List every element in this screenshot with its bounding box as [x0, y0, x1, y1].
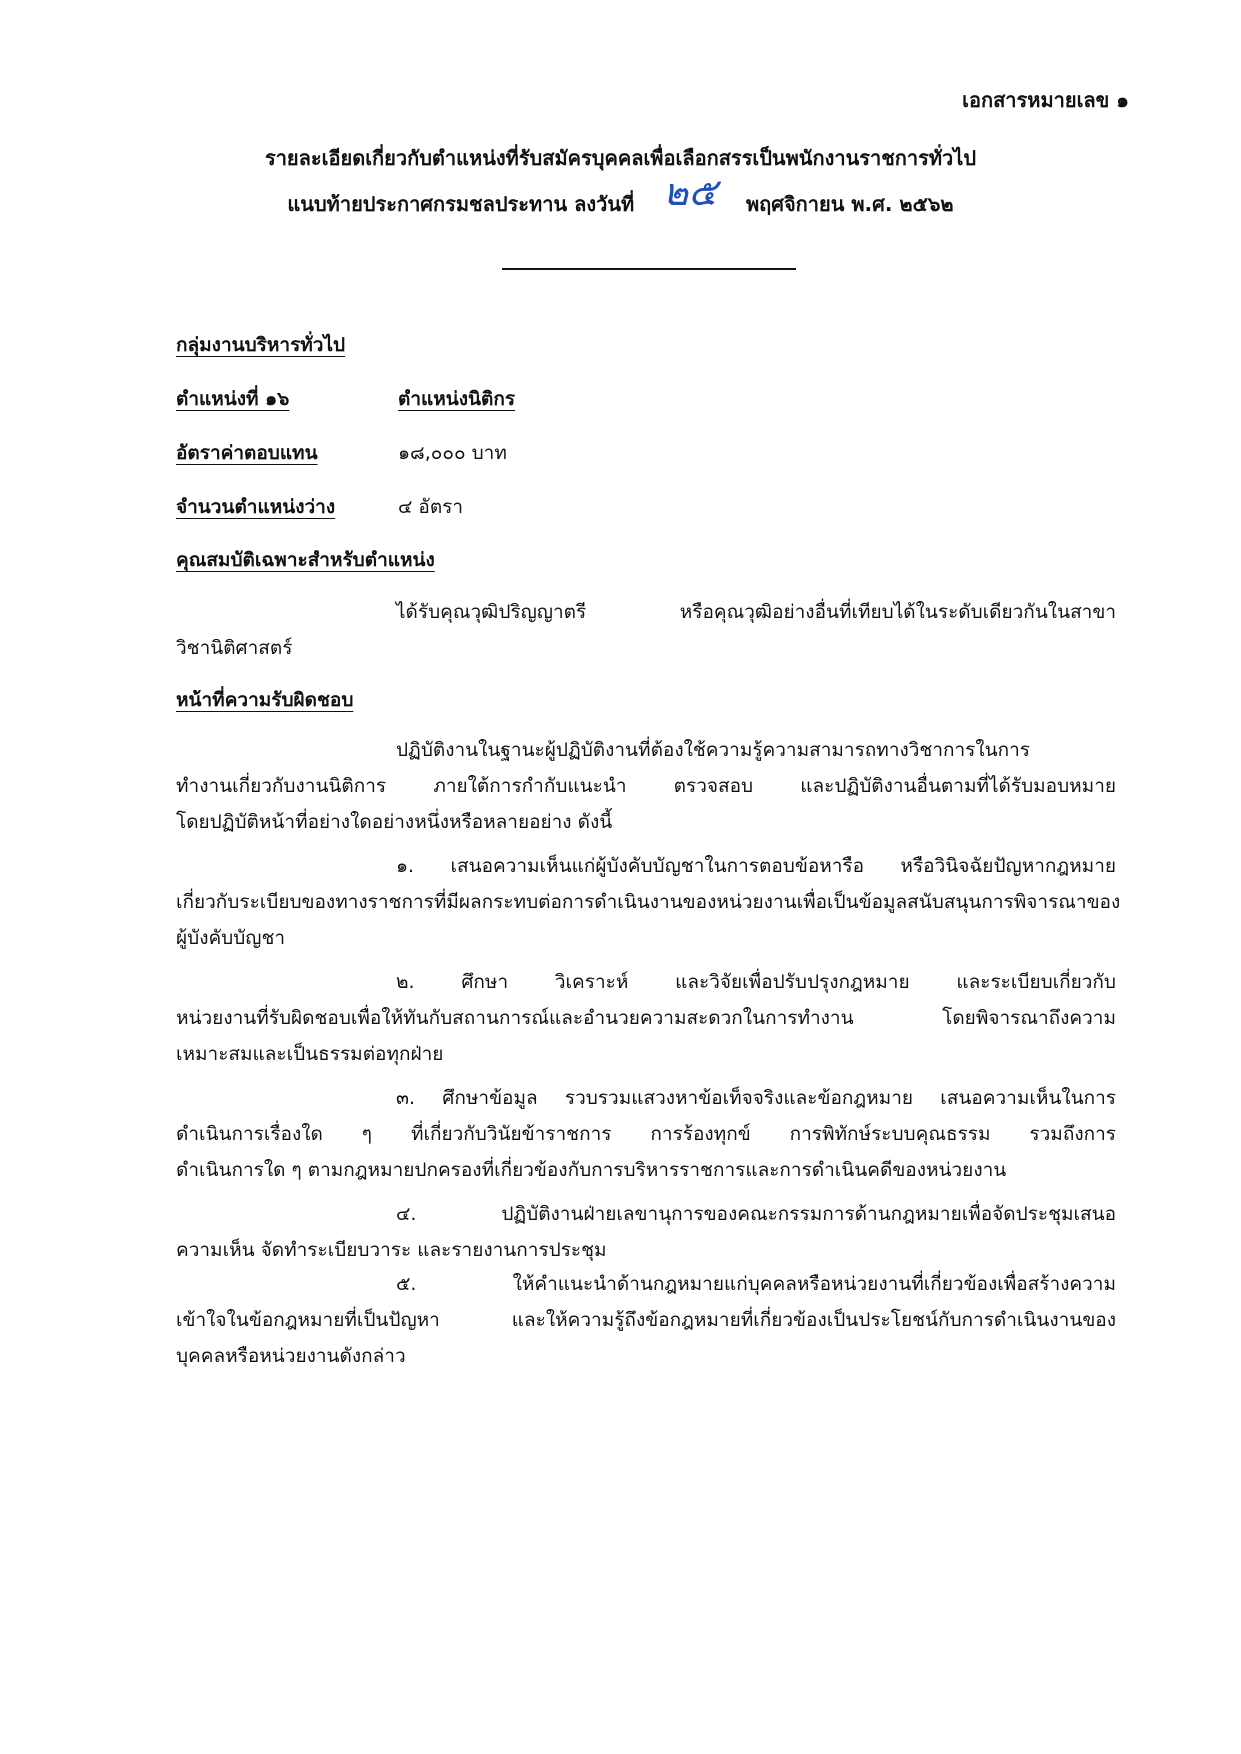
- paragraph-line: ทำงานเกี่ยวกับงานนิติการ ภายใต้การกำกับแนะนำ ตรวจสอบ และปฏิบัติงานอื่นตามที่ได้รับมอบหมาย: [176, 775, 1116, 797]
- duty-item-2: [176, 964, 1116, 1072]
- paragraph-line: ๒. ศึกษา วิเคราะห์ และวิจัยเพื่อปรับปรุงกฎหมาย และระเบียบเกี่ยวกับ: [396, 971, 1116, 993]
- paragraph-line: ดำเนินการเรื่องใด ๆ ที่เกี่ยวกับวินัยข้าราชการ การร้องทุกข์ การพิทักษ์ระบบคุณธรรม รวมถึงการ: [176, 1123, 1116, 1145]
- announcement-date-suffix: พฤศจิกายน พ.ศ. ๒๕๖๒: [745, 192, 954, 216]
- paragraph-line: เหมาะสมและเป็นธรรมต่อทุกฝ่าย: [176, 1043, 444, 1065]
- group-heading: กลุ่มงานบริหารทั่วไป: [176, 334, 346, 356]
- vacancy-value: ๔ อัตรา: [398, 496, 464, 518]
- paragraph-line: ความเห็น จัดทำระเบียบวาระ และรายงานการประชุม: [176, 1239, 607, 1261]
- pay-rate-label: อัตราค่าตอบแทน: [176, 442, 318, 464]
- title-divider: [502, 268, 796, 270]
- paragraph-line: ๑. เสนอความเห็นแก่ผู้บังคับบัญชาในการตอบข้อหารือ หรือวินิจฉัยปัญหากฎหมาย: [396, 855, 1116, 877]
- paragraph-line: บุคคลหรือหน่วยงานดังกล่าว: [176, 1345, 406, 1367]
- paragraph-line: ปฏิบัติงานในฐานะผู้ปฏิบัติงานที่ต้องใช้ความรู้ความสามารถทางวิชาการในการ: [396, 739, 1031, 761]
- paragraph-line: โดยปฏิบัติหน้าที่อย่างใดอย่างหนึ่งหรือหลายอย่าง ดังนี้: [176, 811, 613, 833]
- duty-item-4: [176, 1196, 1116, 1268]
- duties-intro-paragraph: [176, 732, 1116, 840]
- duty-item-5: [176, 1266, 1116, 1374]
- vacancy-label: จำนวนตำแหน่งว่าง: [176, 496, 336, 518]
- paragraph-line: ดำเนินการใด ๆ ตามกฎหมายปกครองที่เกี่ยวข้องกับการบริหารราชการและการดำเนินคดีของหน่วยงาน: [176, 1159, 1007, 1181]
- pay-rate-value: ๑๘,๐๐๐ บาท: [398, 442, 507, 464]
- duty-item-3: [176, 1080, 1116, 1188]
- paragraph-line: เกี่ยวกับระเบียบของทางราชการที่มีผลกระทบต่อการดำเนินงานของหน่วยงานเพื่อเป็นข้อมูลสนับสนุนการพิจารณาของ: [176, 891, 1121, 913]
- paragraph-line: ๕. ให้คำแนะนำด้านกฎหมายแก่บุคคลหรือหน่วยงานที่เกี่ยวข้องเพื่อสร้างความ: [396, 1273, 1116, 1295]
- paragraph-line: ผู้บังคับบัญชา: [176, 927, 286, 949]
- qualifications-paragraph: [176, 594, 1116, 666]
- paragraph-line: หน่วยงานที่รับผิดชอบเพื่อให้ทันกับสถานการณ์และอำนวยความสะดวกในการทำงาน โดยพิจารณาถึงความ: [176, 1007, 1116, 1029]
- paragraph-line: ได้รับคุณวุฒิปริญญาตรี หรือคุณวุฒิอย่างอื่นที่เทียบได้ในระดับเดียวกันในสาขา: [396, 601, 1116, 623]
- position-name: ตำแหน่งนิติกร: [398, 388, 516, 410]
- paragraph-line: วิชานิติศาสตร์: [176, 637, 293, 659]
- paragraph-line: ๓. ศึกษาข้อมูล รวบรวมแสวงหาข้อเท็จจริงและข้อกฎหมาย เสนอความเห็นในการ: [396, 1087, 1116, 1109]
- announcement-date-prefix: แนบท้ายประกาศกรมชลประทาน ลงวันที่: [287, 192, 635, 216]
- paragraph-line: ๔. ปฏิบัติงานฝ่ายเลขานุการของคณะกรรมการด้านกฎหมายเพื่อจัดประชุมเสนอ: [396, 1203, 1116, 1225]
- duties-heading: หน้าที่ความรับผิดชอบ: [176, 689, 354, 711]
- position-number-label: ตำแหน่งที่ ๑๖: [176, 388, 290, 410]
- paragraph-line: เข้าใจในข้อกฎหมายที่เป็นปัญหา และให้ความรู้ถึงข้อกฎหมายที่เกี่ยวข้องเป็นประโยชน์กับการดำเนินงานของ: [176, 1309, 1116, 1331]
- handwritten-day: ๒๕: [663, 170, 717, 214]
- document-number: เอกสารหมายเลข ๑: [962, 88, 1129, 112]
- page-title: รายละเอียดเกี่ยวกับตำแหน่งที่รับสมัครบุคคลเพื่อเลือกสรรเป็นพนักงานราชการทั่วไป: [264, 146, 977, 170]
- qualifications-heading: คุณสมบัติเฉพาะสำหรับตำแหน่ง: [176, 549, 435, 571]
- announcement-date-line: [0, 170, 1241, 220]
- duty-item-1: [176, 848, 1121, 956]
